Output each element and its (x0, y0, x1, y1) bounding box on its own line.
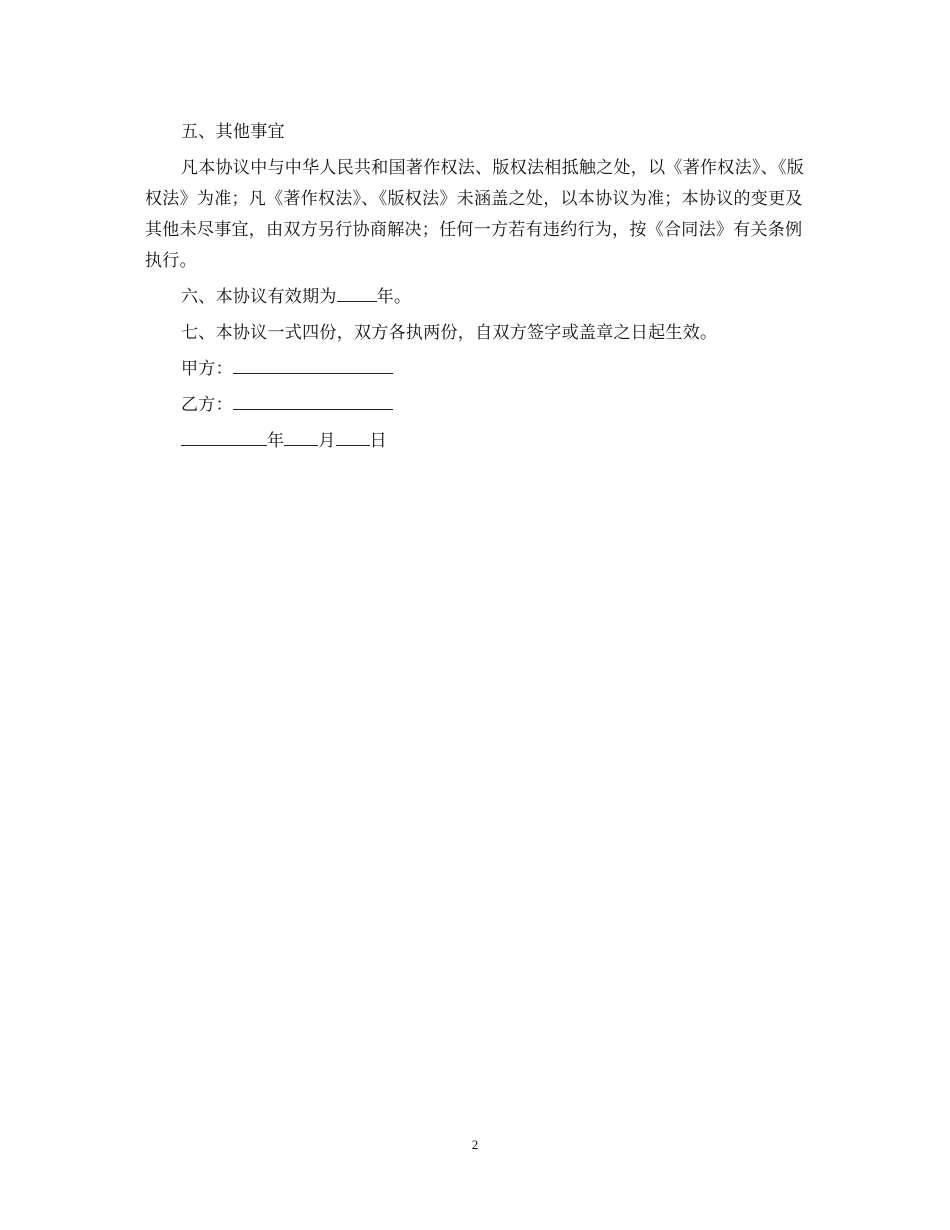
party-a-blank (233, 355, 393, 374)
date-day-blank (336, 427, 370, 446)
section-7-copies: 七、本协议一式四份，双方各执两份，自双方签字或盖章之日起生效。 (181, 323, 718, 343)
date-year-blank (181, 427, 267, 446)
signing-date-line (145, 426, 805, 457)
date-month-label: 月 (318, 431, 336, 451)
party-b-blank (233, 391, 393, 410)
section-5-heading: 五、其他事宜 (181, 122, 285, 142)
section-5-body: 凡本协议中与中华人民共和国著作权法、版权法相抵触之处，以《著作权法》、《版权法》为准；凡《著作权法》、《版权法》未涵盖之处，以本协议为准；本协议的变更及其他未尽事宜，由双方另行协商解决；任何一方若有违约行为，按《合同法》有关条例执行。 (145, 158, 805, 271)
date-day-label: 日 (369, 431, 387, 451)
party-b-signature-line (145, 390, 805, 421)
party-a-label: 甲方： (181, 359, 233, 379)
section-6-validity (145, 282, 805, 313)
party-b-label: 乙方： (181, 395, 233, 415)
party-a-signature-line (145, 354, 805, 385)
document-body (145, 117, 805, 462)
validity-years-blank (337, 283, 377, 302)
section-6-prefix: 六、本协议有效期为 (181, 287, 337, 307)
section-6-suffix: 年。 (376, 287, 412, 307)
date-year-label: 年 (267, 431, 285, 451)
page-number: 2 (471, 1137, 479, 1152)
date-month-blank (284, 427, 318, 446)
